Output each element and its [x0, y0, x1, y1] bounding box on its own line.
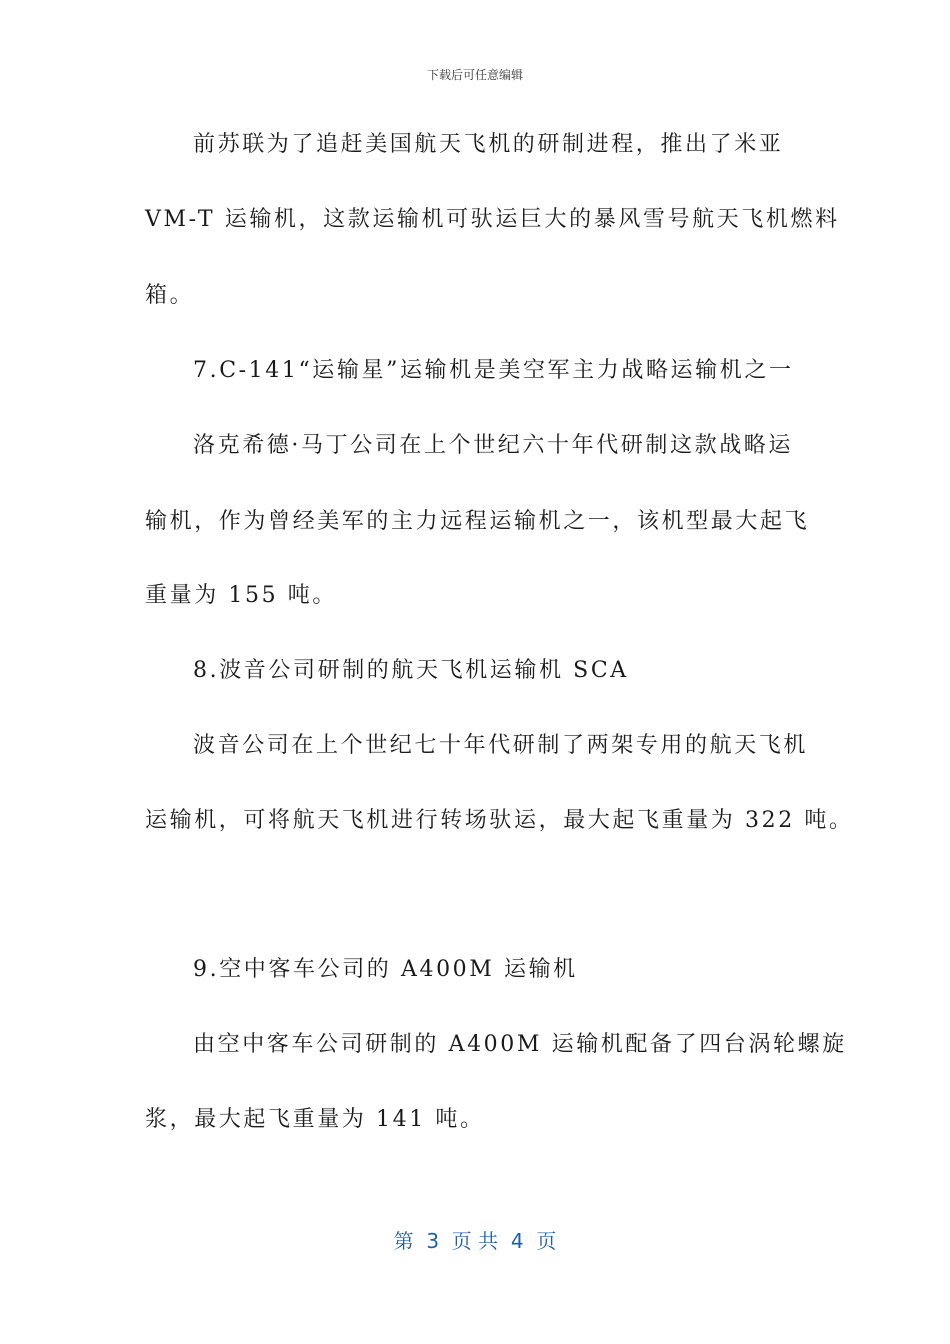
body-line-6: 输机，作为曾经美军的主力远程运输机之一，该机型最大起飞: [145, 509, 810, 534]
body-line-5: 洛克希德·马丁公司在上个世纪六十年代研制这款战略运: [193, 433, 793, 458]
body-line-3: 箱。: [145, 283, 195, 308]
body-line-9: 波音公司在上个世纪七十年代研制了两架专用的航天飞机: [193, 733, 809, 758]
section-heading-9: 9.空中客车公司的 A400M 运输机: [193, 957, 578, 982]
body-line-7: 重量为 155 吨。: [145, 583, 337, 608]
section-heading-8: 8.波音公司研制的航天飞机运输机 SCA: [193, 658, 629, 683]
page-header: 下载后可任意编辑: [426, 68, 523, 82]
page-footer: 第 3 页 共 4 页: [393, 1229, 557, 1253]
section-heading-7: 7.C-141“运输星”运输机是美空军主力战略运输机之一: [193, 358, 794, 383]
body-line-10: 运输机，可将航天飞机进行转场驮运，最大起飞重量为 322 吨。: [145, 808, 854, 833]
body-line-12: 由空中客车公司研制的 A400M 运输机配备了四台涡轮螺旋: [193, 1032, 847, 1057]
body-line-13: 浆，最大起飞重量为 141 吨。: [145, 1107, 485, 1132]
body-line-1: 前苏联为了追赶美国航天飞机的研制进程，推出了米亚: [193, 132, 784, 157]
body-line-2: VM-T 运输机，这款运输机可驮运巨大的暴风雪号航天飞机燃料: [145, 207, 840, 232]
